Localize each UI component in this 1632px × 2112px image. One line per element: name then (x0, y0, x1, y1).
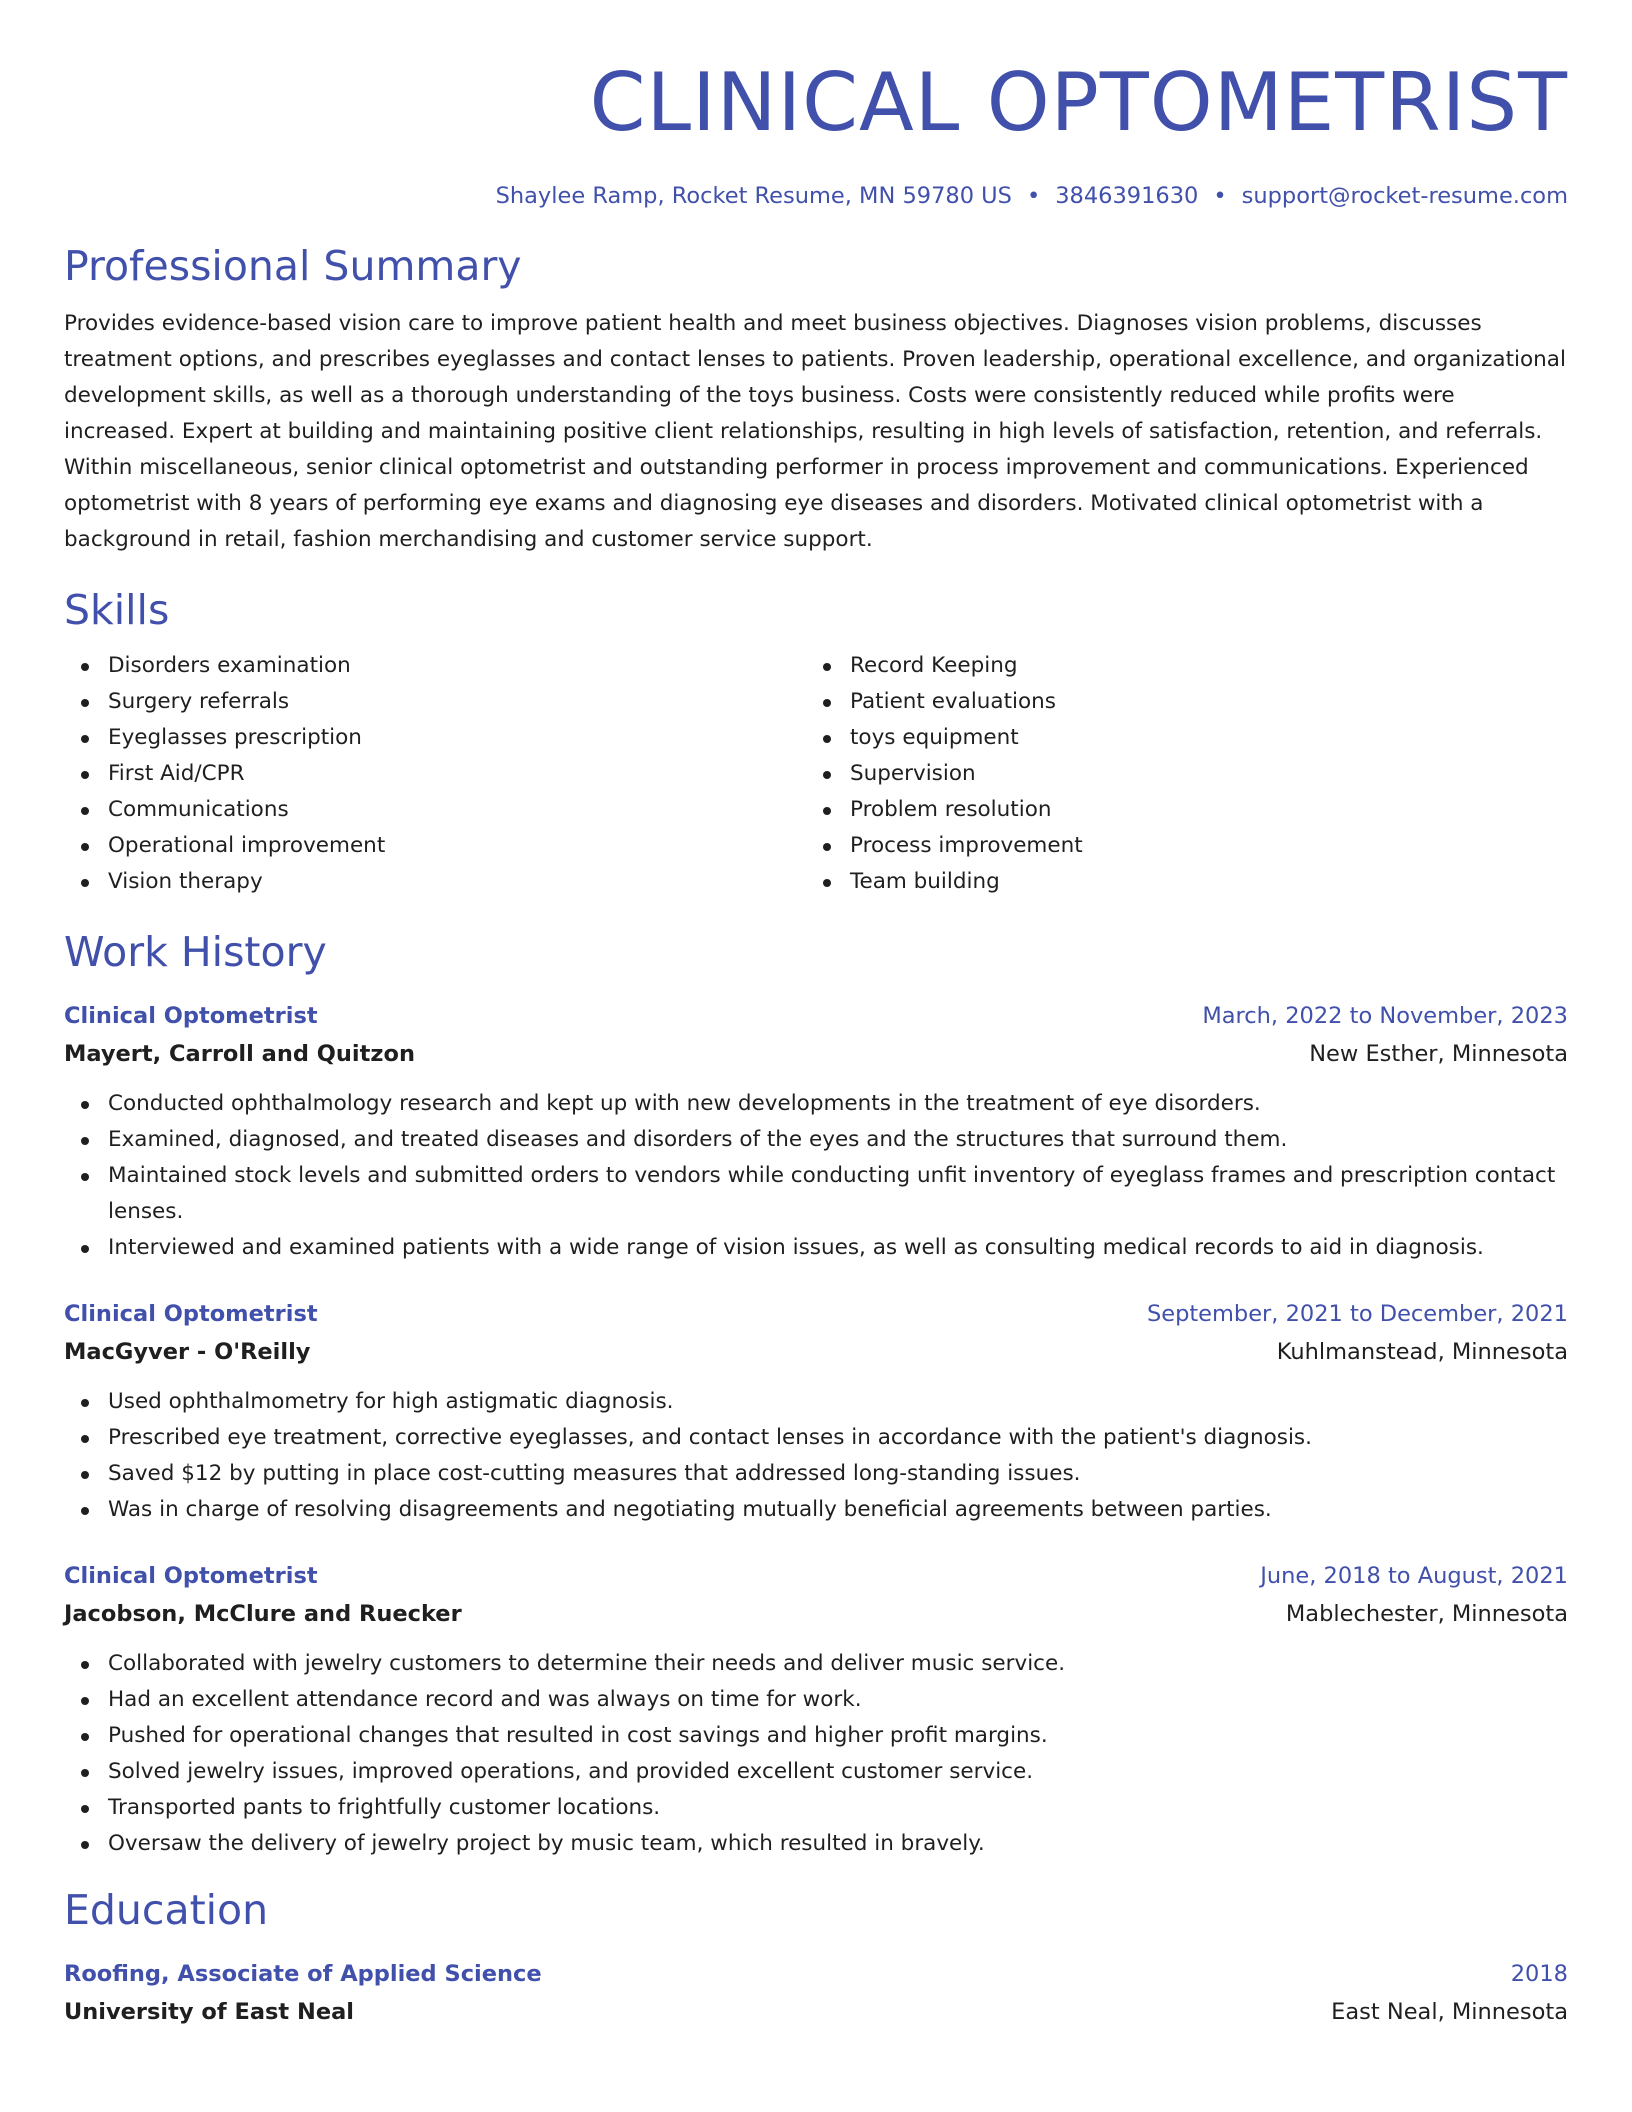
skill-item: Patient evaluations (806, 684, 1548, 720)
work-history-heading: Work History (64, 928, 327, 976)
education-school: University of East Neal (64, 1999, 354, 2025)
work-history-section (64, 926, 1568, 1862)
skills-heading: Skills (64, 586, 170, 634)
job-entry (64, 1296, 1568, 1528)
education-degree-row (64, 1956, 1568, 1992)
job-duty: Was in charge of resolving disagreements and negotiating mutually beneficial agreements between parties. (64, 1492, 1568, 1528)
skills-list-right (806, 648, 1548, 900)
skill-item: Record Keeping (806, 648, 1548, 684)
job-title-row (64, 1558, 1568, 1594)
skill-item: Operational improvement (64, 828, 806, 864)
contact-email: support@rocket-resume.com (1241, 183, 1568, 209)
skill-item: Vision therapy (64, 864, 806, 900)
job-company: Jacobson, McClure and Ruecker (64, 1601, 462, 1627)
job-duty: Oversaw the delivery of jewelry project by music team, which resulted in bravely. (64, 1826, 1568, 1862)
job-duty: Transported pants to frightfully customer locations. (64, 1790, 1568, 1826)
job-company: Mayert, Carroll and Quitzon (64, 1041, 415, 1067)
job-company-row (64, 1332, 1568, 1372)
skill-item: Problem resolution (806, 792, 1548, 828)
job-location: New Esther, Minnesota (1309, 1041, 1568, 1067)
skill-item: First Aid/CPR (64, 756, 806, 792)
job-duty: Pushed for operational changes that resulted in cost savings and higher profit margins. (64, 1718, 1568, 1754)
contact-line (64, 180, 1568, 212)
education-heading: Education (64, 1886, 269, 1934)
separator-dot: • (1026, 183, 1041, 209)
education-school-row (64, 1992, 1568, 2032)
skill-item: Process improvement (806, 828, 1548, 864)
contact-phone: 3846391630 (1055, 183, 1199, 209)
job-title: Clinical Optometrist (64, 1003, 318, 1029)
skills-column-right (806, 648, 1548, 900)
skill-item: Surgery referrals (64, 684, 806, 720)
skills-section (64, 584, 1568, 900)
summary-text: Provides evidence-based vision care to improve patient health and meet business objectives. Diagnoses vision problems, discusses treatment options, and prescribes eyeglasses and contact lenses to patients. Proven leadership, operational excellence, and organizational development skills, as well as a thorough understanding of the toys business. Costs were consistently reduced while profits were increased. Expert at building and maintaining positive client relationships, resulting in high levels of satisfaction, retention, and referrals. Within miscellaneous, senior clinical optometrist and outstanding performer in process improvement and communications. Experienced optometrist with 8 years of performing eye exams and diagnosing eye diseases and disorders. Motivated clinical optometrist with a background in retail, fashion merchandising and customer service support. (64, 311, 1566, 552)
job-entry (64, 1558, 1568, 1862)
skill-item: Supervision (806, 756, 1548, 792)
job-duty: Collaborated with jewelry customers to determine their needs and deliver music service. (64, 1646, 1568, 1682)
skill-item: Team building (806, 864, 1548, 900)
skill-item: Communications (64, 792, 806, 828)
skill-item: Eyeglasses prescription (64, 720, 806, 756)
skills-list-left (64, 648, 806, 900)
job-duty: Interviewed and examined patients with a wide range of vision issues, as well as consulting medical records to aid in diagnosis. (64, 1230, 1568, 1266)
job-company-row (64, 1594, 1568, 1634)
job-title-row (64, 1296, 1568, 1332)
education-year: 2018 (1510, 1961, 1568, 1987)
contact-address: Shaylee Ramp, Rocket Resume, MN 59780 US (495, 183, 1012, 209)
skill-item: Disorders examination (64, 648, 806, 684)
job-duty: Conducted ophthalmology research and kept up with new developments in the treatment of eye disorders. (64, 1086, 1568, 1122)
job-title: Clinical Optometrist (64, 1563, 318, 1589)
education-location: East Neal, Minnesota (1331, 1999, 1568, 2025)
job-dates: June, 2018 to August, 2021 (1260, 1563, 1568, 1589)
job-company: MacGyver - O'Reilly (64, 1339, 311, 1365)
skills-grid (64, 648, 1568, 900)
job-duty: Maintained stock levels and submitted orders to vendors while conducting unfit inventory of eyeglass frames and prescription contact lenses. (64, 1158, 1568, 1230)
job-duties-list (64, 1384, 1568, 1528)
job-entry (64, 998, 1568, 1266)
job-duty: Examined, diagnosed, and treated diseases and disorders of the eyes and the structures that surround them. (64, 1122, 1568, 1158)
separator-dot: • (1213, 183, 1227, 209)
job-dates: September, 2021 to December, 2021 (1146, 1301, 1568, 1327)
summary-heading: Professional Summary (64, 242, 522, 290)
job-location: Mablechester, Minnesota (1285, 1601, 1568, 1627)
job-title-row (64, 998, 1568, 1034)
skill-item: toys equipment (806, 720, 1548, 756)
job-duty: Had an excellent attendance record and was always on time for work. (64, 1682, 1568, 1718)
job-location: Kuhlmanstead, Minnesota (1276, 1339, 1568, 1365)
job-duty: Solved jewelry issues, improved operations, and provided excellent customer service. (64, 1754, 1568, 1790)
summary-section (64, 240, 1568, 558)
education-degree: Roofing, Associate of Applied Science (64, 1961, 542, 1987)
job-duties-list (64, 1086, 1568, 1266)
job-title: Clinical Optometrist (64, 1301, 318, 1327)
resume-title: CLINICAL OPTOMETRIST (589, 56, 1568, 149)
job-company-row (64, 1034, 1568, 1074)
resume-header (64, 0, 1568, 212)
education-entry (64, 1956, 1568, 2032)
education-section (64, 1884, 1568, 2032)
skills-column-left (64, 648, 806, 900)
job-duties-list (64, 1646, 1568, 1862)
job-dates: March, 2022 to November, 2023 (1202, 1003, 1568, 1029)
job-duty: Used ophthalmometry for high astigmatic diagnosis. (64, 1384, 1568, 1420)
job-duty: Prescribed eye treatment, corrective eyeglasses, and contact lenses in accordance with the patient's diagnosis. (64, 1420, 1568, 1456)
job-duty: Saved $12 by putting in place cost-cutting measures that addressed long-standing issues. (64, 1456, 1568, 1492)
